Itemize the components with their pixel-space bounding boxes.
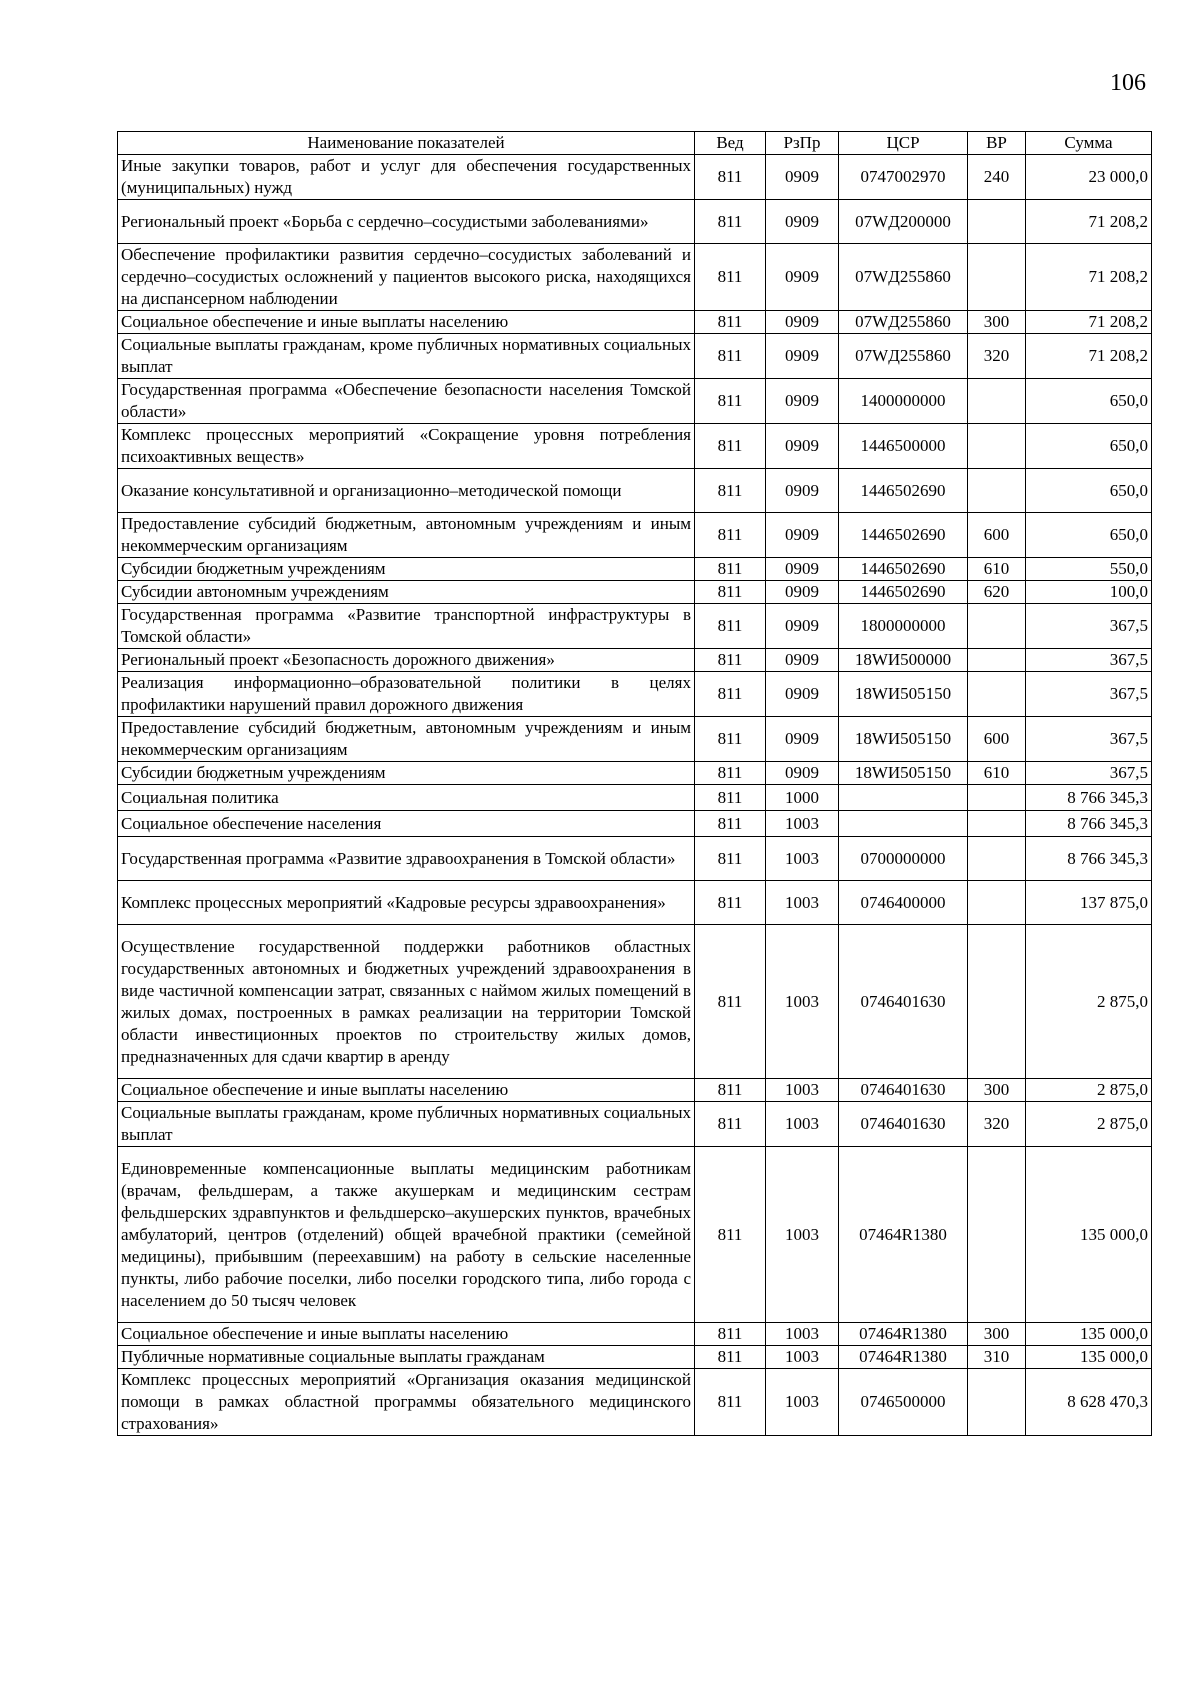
cell-name: Реализация информационно–образовательной политики в целях профилактики нарушений правил дорожного движения: [118, 672, 695, 717]
cell-rzpr: 0909: [766, 311, 839, 334]
table-row: [118, 1079, 1152, 1102]
table-row: [118, 604, 1152, 649]
cell-sum: 2 875,0: [1026, 1102, 1152, 1147]
cell-sum: 8 766 345,3: [1026, 811, 1152, 837]
cell-csr: 0746500000: [839, 1369, 968, 1436]
cell-ved: 811: [695, 469, 766, 513]
cell-csr: 18WИ500000: [839, 649, 968, 672]
cell-ved: 811: [695, 837, 766, 881]
cell-rzpr: 0909: [766, 649, 839, 672]
cell-name: Субсидии автономным учреждениям: [118, 581, 695, 604]
cell-csr: 1446502690: [839, 513, 968, 558]
cell-csr: 0746400000: [839, 881, 968, 925]
cell-rzpr: 1003: [766, 1147, 839, 1323]
cell-csr: [839, 785, 968, 811]
cell-sum: 71 208,2: [1026, 200, 1152, 244]
cell-sum: 650,0: [1026, 469, 1152, 513]
cell-sum: 650,0: [1026, 513, 1152, 558]
cell-rzpr: 1003: [766, 837, 839, 881]
cell-sum: 71 208,2: [1026, 334, 1152, 379]
cell-sum: 650,0: [1026, 379, 1152, 424]
cell-vr: 240: [968, 155, 1026, 200]
table-row: [118, 155, 1152, 200]
cell-csr: 07464R1380: [839, 1147, 968, 1323]
cell-rzpr: 0909: [766, 717, 839, 762]
cell-ved: 811: [695, 1079, 766, 1102]
cell-rzpr: 0909: [766, 244, 839, 311]
cell-name: Государственная программа «Развитие здравоохранения в Томской области»: [118, 837, 695, 881]
cell-rzpr: 0909: [766, 672, 839, 717]
cell-ved: 811: [695, 200, 766, 244]
table-row: [118, 837, 1152, 881]
cell-vr: [968, 200, 1026, 244]
table-row: [118, 925, 1152, 1079]
cell-name: Предоставление субсидий бюджетным, автономным учреждениям и иным некоммерческим организациям: [118, 513, 695, 558]
cell-vr: 610: [968, 762, 1026, 785]
cell-ved: 811: [695, 785, 766, 811]
cell-ved: 811: [695, 581, 766, 604]
cell-name: Комплекс процессных мероприятий «Сокращение уровня потребления психоактивных веществ»: [118, 424, 695, 469]
cell-ved: 811: [695, 334, 766, 379]
table-row: [118, 379, 1152, 424]
cell-vr: 320: [968, 334, 1026, 379]
cell-ved: 811: [695, 424, 766, 469]
cell-rzpr: 1003: [766, 1079, 839, 1102]
cell-csr: 07464R1380: [839, 1323, 968, 1346]
cell-rzpr: 0909: [766, 604, 839, 649]
cell-sum: 135 000,0: [1026, 1346, 1152, 1369]
cell-csr: 07WД255860: [839, 244, 968, 311]
table-row: [118, 581, 1152, 604]
cell-vr: [968, 837, 1026, 881]
cell-vr: 610: [968, 558, 1026, 581]
cell-vr: [968, 649, 1026, 672]
cell-rzpr: 0909: [766, 762, 839, 785]
header-csr: ЦСР: [839, 132, 968, 155]
cell-ved: 811: [695, 925, 766, 1079]
cell-sum: 137 875,0: [1026, 881, 1152, 925]
table-row: [118, 811, 1152, 837]
cell-csr: 0746401630: [839, 1102, 968, 1147]
cell-vr: [968, 1147, 1026, 1323]
cell-name: Комплекс процессных мероприятий «Организация оказания медицинской помощи в рамках областной программы обязательного медицинского страхования»: [118, 1369, 695, 1436]
cell-name: Обеспечение профилактики развития сердечно–сосудистых заболеваний и сердечно–сосудистых осложнений у пациентов высокого риска, находящихся на диспансерном наблюдении: [118, 244, 695, 311]
cell-name: Единовременные компенсационные выплаты медицинским работникам (врачам, фельдшерам, а также акушеркам и медицинским сестрам фельдшерских здравпунктов и фельдшерско–акушерских пунктов, врачебных амбулаторий, центров (отделений) общей врачебной практики (семейной медицины), прибывшим (переехавшим) на работу в сельские населенные пункты, либо рабочие поселки, либо поселки городского типа, либо города с населением до 50 тысяч человек: [118, 1147, 695, 1323]
cell-ved: 811: [695, 881, 766, 925]
cell-vr: [968, 469, 1026, 513]
cell-name: Комплекс процессных мероприятий «Кадровые ресурсы здравоохранения»: [118, 881, 695, 925]
cell-csr: 07464R1380: [839, 1346, 968, 1369]
cell-rzpr: 1003: [766, 1346, 839, 1369]
table-row: [118, 1346, 1152, 1369]
table-row: [118, 513, 1152, 558]
cell-name: Иные закупки товаров, работ и услуг для обеспечения государственных (муниципальных) нужд: [118, 155, 695, 200]
cell-rzpr: 0909: [766, 200, 839, 244]
cell-vr: 300: [968, 1079, 1026, 1102]
cell-name: Социальное обеспечение и иные выплаты населению: [118, 1323, 695, 1346]
table-row: [118, 1102, 1152, 1147]
cell-sum: 367,5: [1026, 649, 1152, 672]
cell-name: Социальные выплаты гражданам, кроме публичных нормативных социальных выплат: [118, 1102, 695, 1147]
cell-vr: [968, 604, 1026, 649]
cell-ved: 811: [695, 1323, 766, 1346]
cell-sum: 367,5: [1026, 717, 1152, 762]
cell-sum: 71 208,2: [1026, 311, 1152, 334]
cell-rzpr: 0909: [766, 513, 839, 558]
table-row: [118, 469, 1152, 513]
cell-sum: 367,5: [1026, 672, 1152, 717]
cell-ved: 811: [695, 513, 766, 558]
cell-rzpr: 1003: [766, 1323, 839, 1346]
cell-sum: 23 000,0: [1026, 155, 1152, 200]
cell-csr: 1800000000: [839, 604, 968, 649]
cell-rzpr: 1003: [766, 1369, 839, 1436]
cell-vr: [968, 1369, 1026, 1436]
table-row: [118, 1369, 1152, 1436]
table-row: [118, 558, 1152, 581]
cell-name: Предоставление субсидий бюджетным, автономным учреждениям и иным некоммерческим организациям: [118, 717, 695, 762]
cell-rzpr: 1000: [766, 785, 839, 811]
cell-vr: 310: [968, 1346, 1026, 1369]
table-row: [118, 424, 1152, 469]
header-name: Наименование показателей: [118, 132, 695, 155]
cell-rzpr: 0909: [766, 581, 839, 604]
cell-vr: 300: [968, 311, 1026, 334]
cell-name: Социальное обеспечение населения: [118, 811, 695, 837]
table-row: [118, 311, 1152, 334]
cell-ved: 811: [695, 811, 766, 837]
cell-ved: 811: [695, 155, 766, 200]
cell-sum: 550,0: [1026, 558, 1152, 581]
cell-ved: 811: [695, 1369, 766, 1436]
cell-name: Публичные нормативные социальные выплаты гражданам: [118, 1346, 695, 1369]
cell-rzpr: 1003: [766, 1102, 839, 1147]
cell-name: Государственная программа «Развитие транспортной инфраструктуры в Томской области»: [118, 604, 695, 649]
cell-ved: 811: [695, 558, 766, 581]
cell-sum: 2 875,0: [1026, 925, 1152, 1079]
cell-vr: 600: [968, 717, 1026, 762]
cell-rzpr: 1003: [766, 811, 839, 837]
header-sum: Сумма: [1026, 132, 1152, 155]
table-row: [118, 672, 1152, 717]
table-row: [118, 1147, 1152, 1323]
cell-vr: [968, 785, 1026, 811]
cell-ved: 811: [695, 672, 766, 717]
table-row: [118, 717, 1152, 762]
cell-name: Региональный проект «Безопасность дорожного движения»: [118, 649, 695, 672]
cell-vr: 320: [968, 1102, 1026, 1147]
cell-csr: 0746401630: [839, 1079, 968, 1102]
cell-vr: [968, 925, 1026, 1079]
cell-rzpr: 0909: [766, 155, 839, 200]
budget-table: [117, 131, 1152, 1436]
table-row: [118, 200, 1152, 244]
cell-sum: 100,0: [1026, 581, 1152, 604]
cell-csr: [839, 811, 968, 837]
cell-sum: 8 766 345,3: [1026, 837, 1152, 881]
cell-sum: 135 000,0: [1026, 1147, 1152, 1323]
cell-ved: 811: [695, 244, 766, 311]
cell-vr: 620: [968, 581, 1026, 604]
cell-csr: 18WИ505150: [839, 717, 968, 762]
table-row: [118, 244, 1152, 311]
table-row: [118, 1323, 1152, 1346]
cell-name: Социальное обеспечение и иные выплаты населению: [118, 1079, 695, 1102]
cell-sum: 650,0: [1026, 424, 1152, 469]
cell-csr: 1446500000: [839, 424, 968, 469]
cell-ved: 811: [695, 717, 766, 762]
table-row: [118, 649, 1152, 672]
cell-sum: 8 766 345,3: [1026, 785, 1152, 811]
cell-ved: 811: [695, 762, 766, 785]
cell-vr: [968, 424, 1026, 469]
cell-name: Социальные выплаты гражданам, кроме публичных нормативных социальных выплат: [118, 334, 695, 379]
cell-sum: 135 000,0: [1026, 1323, 1152, 1346]
cell-csr: 0746401630: [839, 925, 968, 1079]
table-header-row: [118, 132, 1152, 155]
cell-rzpr: 1003: [766, 881, 839, 925]
cell-csr: 0747002970: [839, 155, 968, 200]
header-vr: ВР: [968, 132, 1026, 155]
cell-vr: [968, 881, 1026, 925]
cell-name: Субсидии бюджетным учреждениям: [118, 762, 695, 785]
cell-ved: 811: [695, 649, 766, 672]
cell-ved: 811: [695, 311, 766, 334]
cell-ved: 811: [695, 1102, 766, 1147]
cell-sum: 367,5: [1026, 604, 1152, 649]
table-row: [118, 881, 1152, 925]
cell-rzpr: 0909: [766, 334, 839, 379]
cell-sum: 367,5: [1026, 762, 1152, 785]
cell-name: Оказание консультативной и организационно–методической помощи: [118, 469, 695, 513]
cell-rzpr: 0909: [766, 379, 839, 424]
cell-rzpr: 0909: [766, 469, 839, 513]
cell-rzpr: 1003: [766, 925, 839, 1079]
cell-rzpr: 0909: [766, 558, 839, 581]
cell-vr: 300: [968, 1323, 1026, 1346]
cell-csr: 18WИ505150: [839, 762, 968, 785]
cell-name: Осуществление государственной поддержки работников областных государственных автономных и бюджетных учреждений здравоохранения в виде частичной компенсации затрат, связанных с наймом жилых помещений в жилых домах, построенных в рамках реализации на территории Томской области инвестиционных проектов по строительству жилых домов, предназначенных для сдачи квартир в аренду: [118, 925, 695, 1079]
table-row: [118, 785, 1152, 811]
cell-csr: 18WИ505150: [839, 672, 968, 717]
cell-name: Социальная политика: [118, 785, 695, 811]
header-rzpr: РзПр: [766, 132, 839, 155]
table-row: [118, 762, 1152, 785]
cell-name: Региональный проект «Борьба с сердечно–сосудистыми заболеваниями»: [118, 200, 695, 244]
cell-csr: 1400000000: [839, 379, 968, 424]
cell-csr: 1446502690: [839, 469, 968, 513]
cell-csr: 07WД255860: [839, 311, 968, 334]
cell-csr: 0700000000: [839, 837, 968, 881]
cell-sum: 8 628 470,3: [1026, 1369, 1152, 1436]
cell-csr: 1446502690: [839, 558, 968, 581]
cell-vr: [968, 672, 1026, 717]
cell-csr: 07WД255860: [839, 334, 968, 379]
cell-rzpr: 0909: [766, 424, 839, 469]
cell-vr: [968, 811, 1026, 837]
header-ved: Вед: [695, 132, 766, 155]
cell-ved: 811: [695, 1147, 766, 1323]
table-row: [118, 334, 1152, 379]
cell-sum: 2 875,0: [1026, 1079, 1152, 1102]
cell-name: Субсидии бюджетным учреждениям: [118, 558, 695, 581]
page-number: 106: [1110, 70, 1146, 96]
cell-vr: [968, 379, 1026, 424]
cell-ved: 811: [695, 604, 766, 649]
cell-csr: 1446502690: [839, 581, 968, 604]
cell-ved: 811: [695, 1346, 766, 1369]
cell-name: Социальное обеспечение и иные выплаты населению: [118, 311, 695, 334]
cell-csr: 07WД200000: [839, 200, 968, 244]
cell-vr: [968, 244, 1026, 311]
cell-vr: 600: [968, 513, 1026, 558]
cell-name: Государственная программа «Обеспечение безопасности населения Томской области»: [118, 379, 695, 424]
cell-ved: 811: [695, 379, 766, 424]
cell-sum: 71 208,2: [1026, 244, 1152, 311]
